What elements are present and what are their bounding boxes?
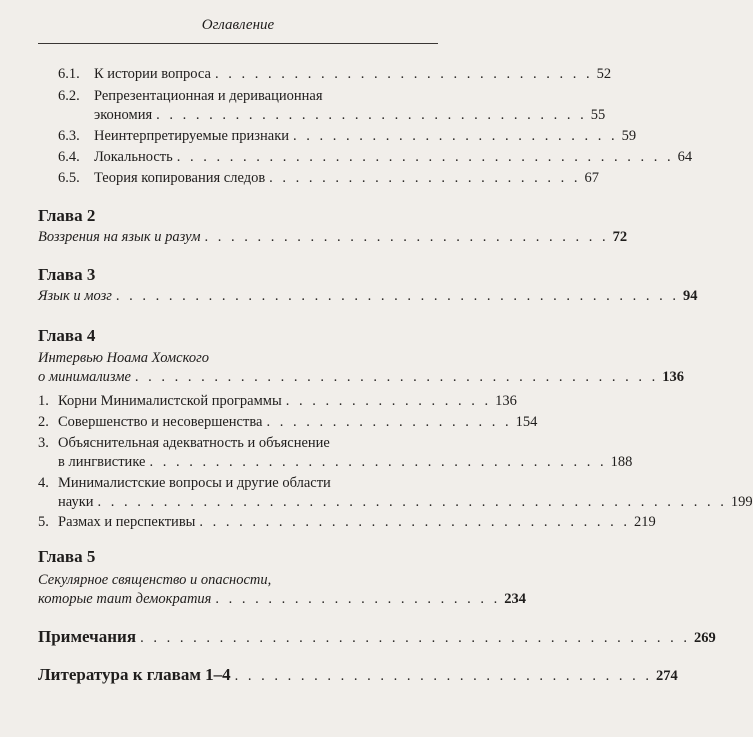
toc-entry-4-2[interactable] <box>38 414 538 431</box>
entry-page: 55 <box>590 107 606 123</box>
leader-dots: . . . . . . . . . . . . . . . . . . . . . . <box>215 591 501 607</box>
entry-label: которые таит демократия <box>38 591 212 607</box>
leader-dots: . . . . . . . . . . . . . . . . . . . . . . . . . . . . . . . . . <box>156 107 587 123</box>
entry-number: 6.3. <box>58 128 80 144</box>
entry-label: Примечания <box>38 627 137 646</box>
toc-entry-6-5[interactable] <box>58 170 600 187</box>
toc-entry-4-3[interactable] <box>38 435 438 452</box>
entry-page: 234 <box>504 591 527 607</box>
toc-entry-6-3[interactable] <box>58 128 637 145</box>
toc-entry-4-5[interactable] <box>38 514 656 531</box>
entry-number: 5. <box>38 514 49 530</box>
leader-dots: . . . . . . . . . . . . . . . . . . . . . . . . . . . . . . . . . . . . . . <box>176 149 674 165</box>
toc-entry-4-3-cont[interactable] <box>58 454 633 471</box>
entry-label-cont: экономия <box>94 107 153 123</box>
toc-entry-chapter-5[interactable] <box>38 591 527 608</box>
leader-dots: . . . . . . . . . . . . . . . . . . . . . . . . . . . . . . . . . . . . . . . . . . . . . . . . <box>97 494 727 510</box>
toc-entry-6-2-cont[interactable] <box>94 107 606 124</box>
entry-number: 3. <box>38 435 49 451</box>
toc-entry-4-4-cont[interactable] <box>58 494 753 511</box>
chapter-2-title: Глава 2 <box>38 206 96 225</box>
entry-page: 188 <box>610 454 633 470</box>
entry-number: 2. <box>38 414 49 430</box>
leader-dots: . . . . . . . . . . . . . . . . . . . . . . . . . . . . . . . . . . . . . . . . . . <box>140 630 690 646</box>
leader-dots: . . . . . . . . . . . . . . . . <box>285 393 492 409</box>
entry-label: Воззрения на язык и разум <box>38 229 201 245</box>
entry-label: К истории вопроса <box>94 66 211 82</box>
entry-page: 52 <box>596 66 612 82</box>
entry-page: 136 <box>662 369 685 385</box>
header-rule <box>38 43 438 44</box>
toc-entry-notes[interactable] <box>38 627 716 647</box>
page-header-title: Оглавление <box>201 17 275 33</box>
entry-label: Размах и перспективы <box>58 514 196 530</box>
entry-label: Неинтерпретируемые признаки <box>94 128 290 144</box>
chapter-4-title: Глава 4 <box>38 326 96 345</box>
leader-dots: . . . . . . . . . . . . . . . . . . . . . . . . . . . . . . . . . . . <box>149 454 607 470</box>
leader-dots: . . . . . . . . . . . . . . . . . . . . . . . . . . . . . <box>214 66 593 82</box>
toc-entry-chapter-3[interactable] <box>38 288 698 305</box>
leader-dots: . . . . . . . . . . . . . . . . . . . . . . . . . <box>293 128 618 144</box>
entry-label: Язык и мозг <box>38 288 112 304</box>
toc-entry-4-1[interactable] <box>38 393 517 410</box>
leader-dots: . . . . . . . . . . . . . . . . . . . . . . . . <box>269 170 581 186</box>
entry-number: 6.1. <box>58 66 80 82</box>
entry-number: 6.5. <box>58 170 80 186</box>
entry-number: 4. <box>38 475 49 491</box>
entry-page: 199 <box>730 494 753 510</box>
toc-entry-6-1[interactable] <box>58 66 612 83</box>
toc-entry-chapter-2[interactable] <box>38 229 628 246</box>
entry-page: 72 <box>612 229 628 245</box>
leader-dots: . . . . . . . . . . . . . . . . . . . . . . . . . . . . . . . . . <box>199 514 631 530</box>
toc-entry-6-2[interactable] <box>58 88 438 105</box>
leader-dots: . . . . . . . . . . . . . . . . . . . <box>266 414 512 430</box>
toc-entry-references[interactable] <box>38 665 678 685</box>
leader-dots: . . . . . . . . . . . . . . . . . . . . . . . . . . . . . . . . <box>234 668 653 684</box>
chapter-4-entry-line1: Интервью Ноама Хомского <box>38 350 210 366</box>
entry-label: Совершенство и несовершенства <box>58 414 263 430</box>
leader-dots: . . . . . . . . . . . . . . . . . . . . . . . . . . . . . . . . . . . . . . . . . . . <box>115 288 680 304</box>
toc-entry-6-4[interactable] <box>58 149 693 166</box>
toc-entry-chapter-4[interactable] <box>38 369 685 386</box>
entry-label: о минимализме <box>38 369 131 385</box>
entry-label: Репрезентационная и деривационная <box>94 88 323 104</box>
entry-page: 136 <box>495 393 517 409</box>
entry-page: 94 <box>683 288 698 304</box>
entry-label: Минималистские вопросы и другие области <box>58 475 331 491</box>
entry-page: 67 <box>584 170 600 186</box>
entry-label: Объяснительная адекватность и объяснение <box>58 435 330 451</box>
entry-label: Литература к главам 1–4 <box>38 665 231 684</box>
entry-page: 269 <box>693 630 716 646</box>
entry-label: Локальность <box>94 149 173 165</box>
chapter-3-title: Глава 3 <box>38 265 96 284</box>
entry-label-cont: науки <box>58 494 94 510</box>
entry-number: 1. <box>38 393 49 409</box>
entry-page: 274 <box>656 668 678 684</box>
entry-number: 6.4. <box>58 149 80 165</box>
entry-page: 154 <box>515 414 538 430</box>
entry-page: 64 <box>677 149 693 165</box>
entry-number: 6.2. <box>58 88 80 104</box>
leader-dots: . . . . . . . . . . . . . . . . . . . . . . . . . . . . . . . <box>204 229 609 245</box>
entry-label: Корни Минималистской программы <box>58 393 282 409</box>
chapter-5-title: Глава 5 <box>38 547 96 566</box>
entry-label-cont: в лингвистике <box>58 454 146 470</box>
leader-dots: . . . . . . . . . . . . . . . . . . . . . . . . . . . . . . . . . . . . . . . . <box>134 369 659 385</box>
entry-page: 59 <box>621 128 637 144</box>
entry-page: 219 <box>634 514 656 530</box>
entry-label: Теория копирования следов <box>94 170 266 186</box>
toc-entry-4-4[interactable] <box>38 475 438 492</box>
chapter-5-entry-line1: Секулярное священство и опасности, <box>38 572 272 588</box>
